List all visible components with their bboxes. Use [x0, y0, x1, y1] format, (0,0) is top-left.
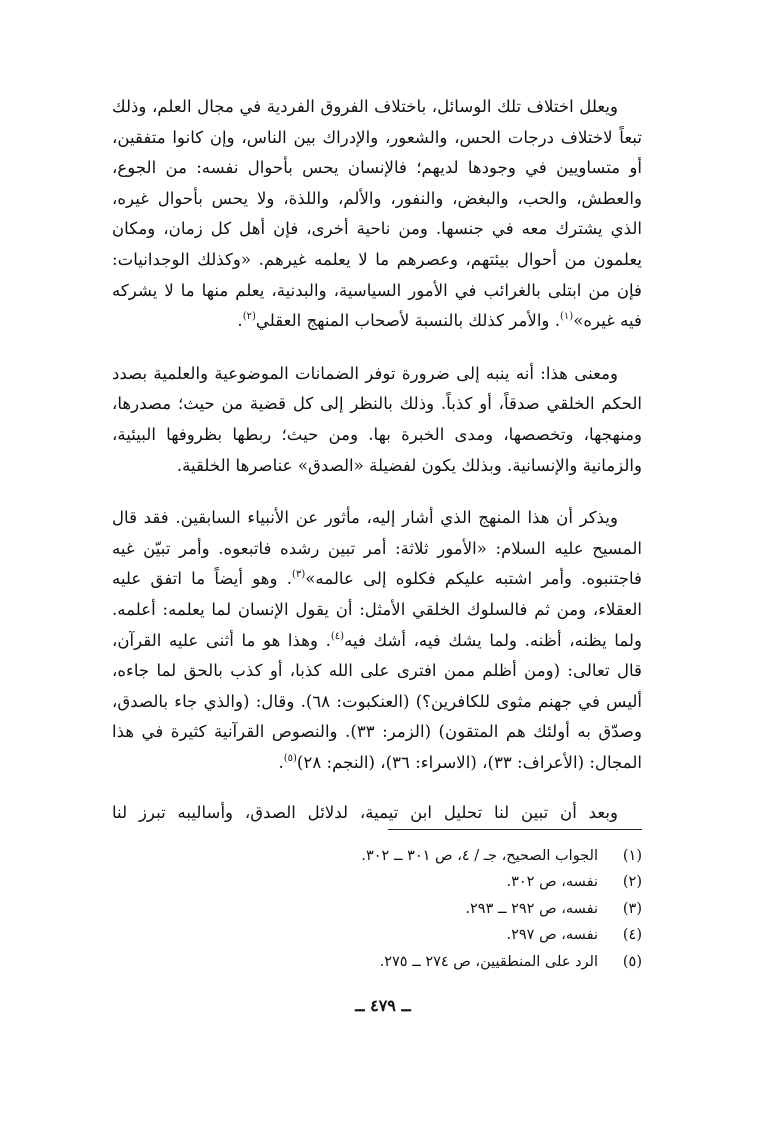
- paragraph-3-text-3: . وهذا هو ما أثنى عليه القرآن، قال تعالى: (ومن أظلم ممن افترى على الله كذبا، أو كذب بالحق لما جاءه، أليس في جهنم مثوى للكافرين؟) (العنكبوت: ٦٨). وقال: (والذي جاء بالصدق، وصدّق به أولئك هم المتقون) (الزمر: ٣٣). والنصوص القرآنية كثيرة في هذا المجال: (الأعراف: ٣٣)، (الاسراء: ٣٦)، (النجم: ٢٨): [112, 630, 643, 772]
- footnote-number: (٥): [622, 953, 642, 970]
- footnote-ref-1: (١): [560, 311, 574, 323]
- footnotes-list: [102, 843, 642, 975]
- footnote-text: الجواب الصحيح، جـ / ٤، ص ٣٠١ ــ ٣٠٢.: [361, 848, 598, 864]
- footnote-number: (٢): [622, 874, 642, 891]
- footnote-text: نفسه، ص ٢٩٢ ــ ٢٩٣.: [465, 900, 598, 917]
- footnote-ref-3: (٣): [292, 569, 306, 581]
- footnote-item: [102, 869, 642, 895]
- footnote-ref-4: (٤): [330, 630, 345, 642]
- footnote-ref-5: (٥): [283, 752, 297, 764]
- footnote-text: الرد على المنطقيين، ص ٢٧٤ ــ ٢٧٥.: [379, 953, 598, 970]
- paragraph-3-text-1: ويذكر أن هذا المنهج الذي أشار إليه، مأثور عن الأنبياء السابقين. فقد قال المسيح عليه السلام: «الأمور ثلاثة: أمر تبين رشده فاتبعوه. وأمر تبيّن غيه فاجتنبوه. وأمر اشتبه عليكم فكلوه إلى عالمه»: [112, 508, 642, 589]
- paragraph-1-text-1: ويعلل اختلاف تلك الوسائل، باختلاف الفروق الفردية في مجال العلم، وذلك تبعاً لاختلاف درجات الحس، والشعور، والإدراك بين الناس، وإن كانوا متفقين، أو متساويين في وجودها لديهم؛ فالإنسان يحس بأحوال نفسه: من الجوع، والعطش، والحب، والبغض، والنفور، والألم، واللذة، ولا يحس بأحوال غيره، الذي يشترك معه في جنسها. ومن ناحية أخرى، فإن أهل كل زمان، ومكان يعلمون من أحوال بيئتهم، وعصرهم ما لا يعلمه غيرهم. «وكذلك الوجدانيات: فإن من ابتلى بالغرائب في الأمور السياسية، والبدنية، يعلم منها ما لا يشركه فيه غيره»: [112, 97, 642, 331]
- paragraph-3: [112, 503, 642, 778]
- paragraph-3-text-4: .: [278, 752, 284, 772]
- footnote-item: [102, 922, 642, 948]
- footnote-number: (٣): [622, 900, 642, 917]
- paragraph-2: [112, 359, 642, 481]
- paragraph-4: [112, 798, 642, 829]
- page-number: ــ ٤٧٩ ــ: [355, 996, 411, 1015]
- paragraph-1: [112, 92, 642, 337]
- paragraph-1-text-3: .: [237, 311, 243, 331]
- footnote-divider: [388, 829, 642, 830]
- footnote-number: (٤): [622, 927, 642, 944]
- footnote-item: [102, 896, 642, 922]
- paragraph-1-text-2: . والأمر كذلك بالنسبة لأصحاب المنهج العقلي: [255, 311, 560, 331]
- footnote-item: [102, 949, 642, 975]
- footnote-text: نفسه، ص ٣٠٢.: [506, 874, 598, 891]
- footnote-number: (١): [622, 848, 642, 864]
- footnote-ref-2: (٢): [242, 311, 256, 323]
- body-text: [112, 92, 642, 829]
- paragraph-2-text-1: ومعنى هذا: أنه ينبه إلى ضرورة توفر الضمانات الموضوعية والعلمية بصدد الحكم الخلقي صدقاً، أو كذباً. وذلك بالنظر إلى كل قضية من حيث؛ مصدرها، ومنهجها، وتخصصها، ومدى الخبرة بها. ومن حيث؛ ربطها بظروفها البيئية، والزمانية والإنسانية. وبذلك يكون لفضيلة «الصدق» عناصرها الخلقية.: [112, 363, 642, 475]
- paragraph-3-text-2: . وهو أيضاً ما اتفق عليه العقلاء، ومن ثم فالسلوك الخلقي الأمثل: أن يقول الإنسان لما يعلمه: أعلمه. ولما يظنه، أظنه. ولما يشك فيه، أشك فيه: [112, 569, 643, 650]
- footnote-item: [102, 843, 642, 869]
- paragraph-4-text-1: وبعد أن تبين لنا تحليل ابن تيمية، لدلائل الصدق، وأساليبه تبرز لنا: [112, 803, 618, 823]
- footnote-text: نفسه، ص ٢٩٧.: [506, 927, 598, 944]
